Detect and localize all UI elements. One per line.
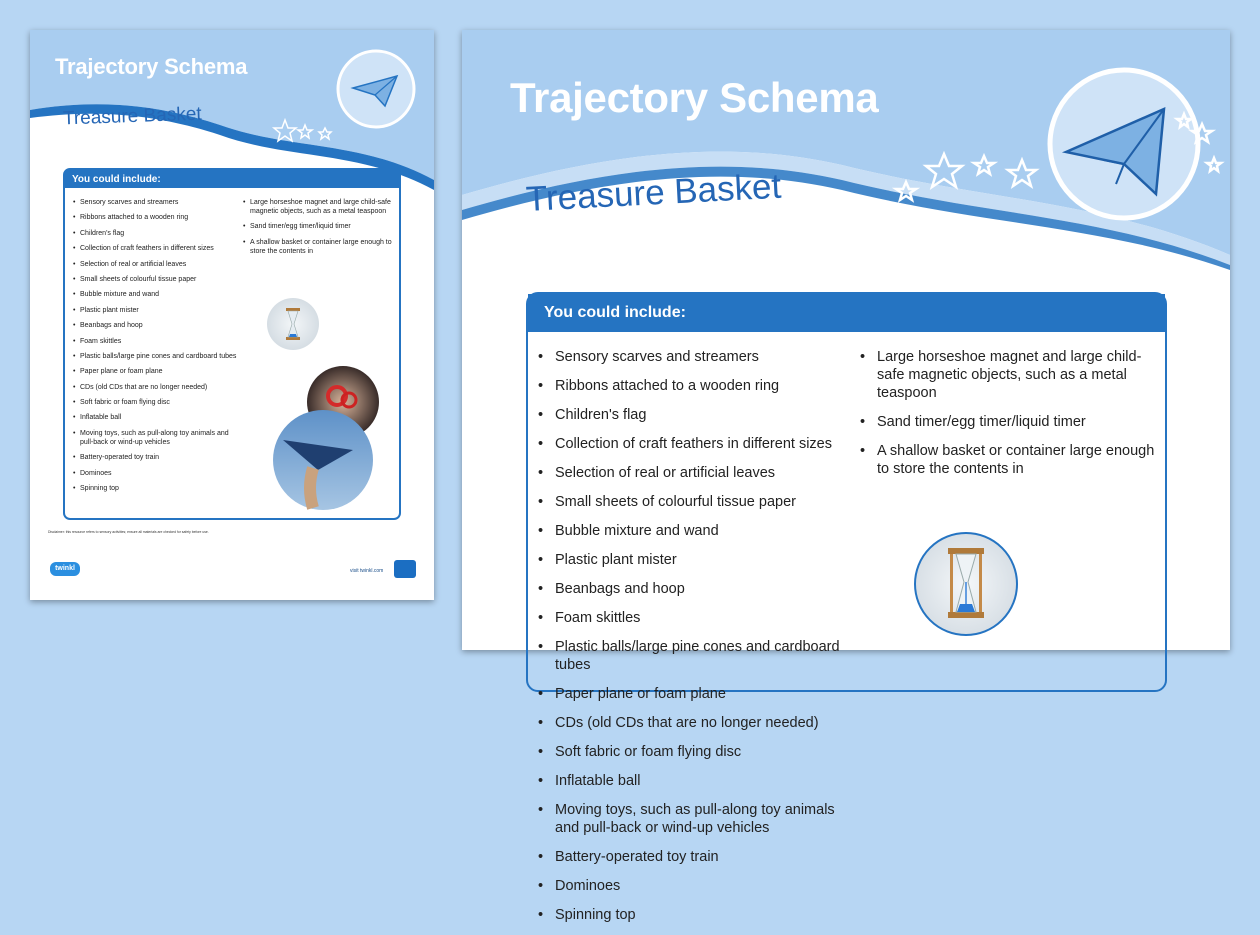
small-page-subtitle: Treasure Basket xyxy=(62,103,202,130)
list-item: • A shallow basket or container large enough to store the contents in xyxy=(850,442,1160,478)
list-item: • Spinning top xyxy=(73,484,243,493)
small-box-heading: You could include: xyxy=(65,170,399,188)
list-item: • Collection of craft feathers in different sizes xyxy=(528,435,848,453)
include-box xyxy=(526,292,1167,923)
list-item: • Spinning top xyxy=(528,906,848,924)
list-item: • Plastic balls/large pine cones and cardboard tubes xyxy=(73,352,243,361)
stars-icon xyxy=(842,110,1222,270)
small-include-box xyxy=(63,168,401,520)
page-title: Trajectory Schema xyxy=(510,74,879,121)
small-paper-plane-photo xyxy=(273,410,373,510)
list-item: • Paper plane or foam plane xyxy=(73,367,243,376)
list-item: • Soft fabric or foam flying disc xyxy=(73,398,243,407)
footer-badge-icon xyxy=(394,560,416,578)
list-item: • Bubble mixture and wand xyxy=(73,290,243,299)
small-disclaimer-text: Disclaimer: this resource refers to sensory activities; ensure all materials are checked for safety before use. xyxy=(48,530,209,534)
list-item: • Small sheets of colourful tissue paper xyxy=(528,493,848,511)
list-item: • Children's flag xyxy=(73,229,243,238)
list-item: • Sand timer/egg timer/liquid timer xyxy=(850,413,1160,431)
sand-timer-photo xyxy=(914,532,1018,636)
twinkl-logo: twinkl xyxy=(50,562,80,576)
list-item: • Small sheets of colourful tissue paper xyxy=(73,275,243,284)
list-item: • Children's flag xyxy=(528,406,848,424)
page-subtitle: Treasure Basket xyxy=(524,166,783,219)
list-item: • Foam skittles xyxy=(528,609,848,627)
list-item: • Inflatable ball xyxy=(73,413,243,422)
list-item: • Plastic plant mister xyxy=(73,306,243,315)
list-item: • Dominoes xyxy=(73,469,243,478)
list-item: • Large horseshoe magnet and large child-safe magnetic objects, such as a metal teaspoon xyxy=(850,348,1160,402)
list-item: • Sensory scarves and streamers xyxy=(528,348,848,366)
small-stars-icon xyxy=(270,90,430,170)
list-item: • Selection of real or artificial leaves xyxy=(528,464,848,482)
left-list xyxy=(528,348,848,935)
list-item: • Sand timer/egg timer/liquid timer xyxy=(243,222,393,231)
box-heading: You could include: xyxy=(528,294,1165,332)
list-item: • Inflatable ball xyxy=(528,772,848,790)
right-list xyxy=(850,348,1160,489)
list-item: • Battery-operated toy train xyxy=(73,453,243,462)
list-item: • Moving toys, such as pull-along toy animals and pull-back or wind-up vehicles xyxy=(528,801,848,837)
list-item: • Plastic plant mister xyxy=(528,551,848,569)
list-item: • A shallow basket or container large enough to store the contents in xyxy=(243,238,393,256)
list-item: • CDs (old CDs that are no longer needed) xyxy=(528,714,848,732)
footer-url: visit twinkl.com xyxy=(350,568,384,574)
small-right-list xyxy=(243,198,393,262)
small-page-preview xyxy=(30,30,434,600)
list-item: • Moving toys, such as pull-along toy animals and pull-back or wind-up vehicles xyxy=(73,429,243,447)
list-item: • Bubble mixture and wand xyxy=(528,522,848,540)
list-item: • Plastic balls/large pine cones and cardboard tubes xyxy=(528,638,848,674)
list-item: • CDs (old CDs that are no longer needed) xyxy=(73,383,243,392)
small-sand-timer-photo xyxy=(267,298,319,350)
list-item: • Dominoes xyxy=(528,877,848,895)
list-item: • Ribbons attached to a wooden ring xyxy=(528,377,848,395)
list-item: • Beanbags and hoop xyxy=(528,580,848,598)
list-item: • Selection of real or artificial leaves xyxy=(73,260,243,269)
list-item: • Soft fabric or foam flying disc xyxy=(528,743,848,761)
list-item: • Battery-operated toy train xyxy=(528,848,848,866)
large-page-preview xyxy=(462,30,1230,923)
list-item: • Large horseshoe magnet and large child-safe magnetic objects, such as a metal teaspoon xyxy=(243,198,393,216)
list-item: • Foam skittles xyxy=(73,337,243,346)
list-item: • Ribbons attached to a wooden ring xyxy=(73,213,243,222)
list-item: • Sensory scarves and streamers xyxy=(73,198,243,207)
list-item: • Paper plane or foam plane xyxy=(528,685,848,703)
list-item: • Beanbags and hoop xyxy=(73,321,243,330)
small-left-list xyxy=(73,198,243,499)
list-item: • Collection of craft feathers in different sizes xyxy=(73,244,243,253)
small-page-title: Trajectory Schema xyxy=(55,54,248,79)
